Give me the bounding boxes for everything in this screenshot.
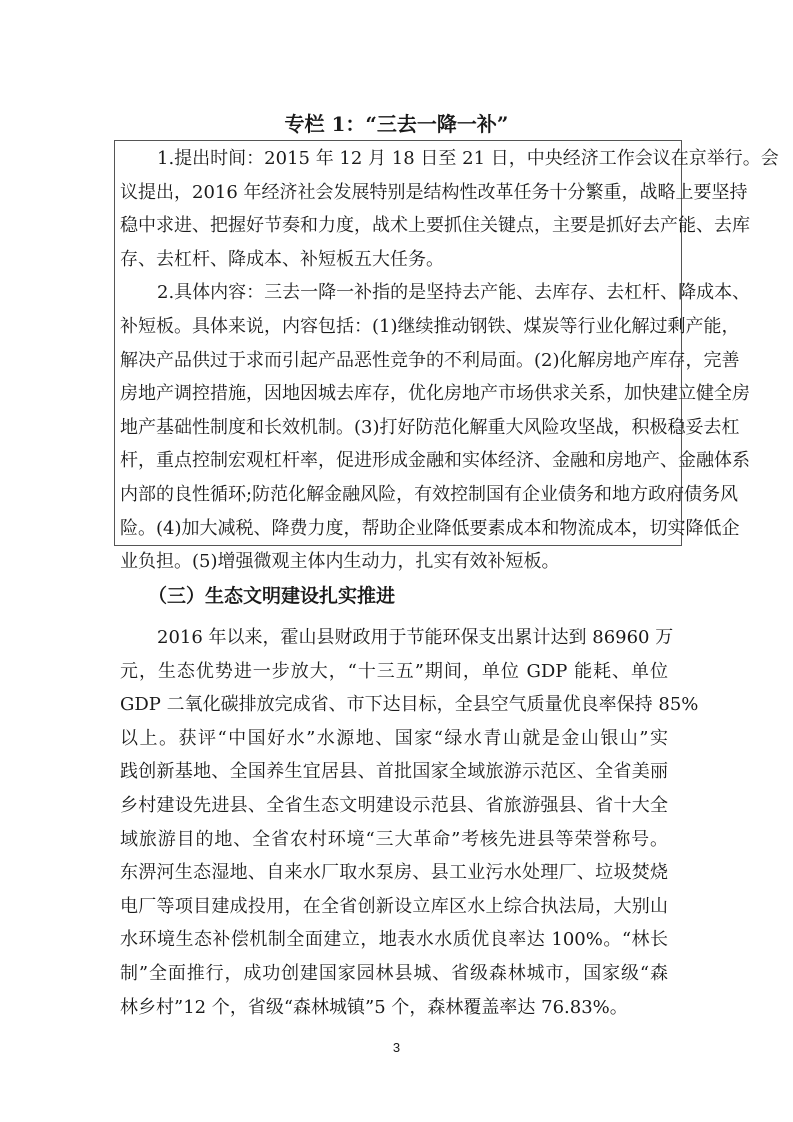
text-line: 业负担。(5)增强微观主体内生动力，扎实有效补短板。 — [120, 551, 560, 573]
text-line: 2.具体内容：三去一降一补指的是坚持去产能、去库存、去杠杆、降成本、 — [157, 282, 751, 304]
text-line: GDP 二氧化碳排放完成省、市下达目标，全县空气质量优良率保持 85% — [120, 694, 699, 716]
text-line: 内部的良性循环;防范化解金融风险，有效控制国有企业债务和地方政府债务风 — [120, 483, 739, 505]
text-line: 践创新基地、全国养生宜居县、首批国家全域旅游示范区、全省美丽 — [120, 761, 668, 783]
box-title: 专栏 1：“三去一降一补” — [284, 112, 509, 136]
text-line: 险。(4)加大减税、降费力度，帮助企业降低要素成本和物流成本，切实降低企 — [120, 517, 740, 539]
text-line: 东淠河生态湿地、自来水厂取水泵房、县工业污水处理厂、垃圾焚烧 — [120, 862, 668, 884]
text-line: 以上。获评“中国好水”水源地、国家“绿水青山就是金山银山”实 — [120, 727, 668, 749]
text-line: 解决产品供过于求而引起产品恶性竞争的不利局面。(2)化解房地产库存，完善 — [120, 349, 740, 371]
text-line: 1.提出时间：2015 年 12 月 18 日至 21 日，中央经济工作会议在京举行。会 — [157, 148, 779, 169]
text-line: 域旅游目的地、全省农村环境“三大革命”考核先进县等荣誉称号。 — [120, 828, 668, 850]
text-line: 制”全面推行，成功创建国家园林县城、省级森林城市，国家级“森 — [120, 962, 668, 984]
section-body — [120, 621, 699, 1024]
text-line: 补短板。具体来说，内容包括：(1)继续推动钢铁、煤炭等行业化解过剩产能， — [120, 315, 740, 337]
text-line: 元，生态优势进一步放大，“十三五”期间，单位 GDP 能耗、单位 — [120, 660, 668, 682]
text-line: 电厂等项目建成投用，在全省创新设立库区水上综合执法局，大别山 — [120, 895, 668, 917]
text-line: 议提出，2016 年经济社会发展特别是结构性改革任务十分繁重，战略上要坚持 — [120, 181, 748, 203]
text-line: 稳中求进、把握好节奏和力度，战术上要抓住关键点，主要是抓好去产能、去库 — [120, 215, 750, 237]
text-line: 杆，重点控制宏观杠杆率，促进形成金融和实体经济、金融和房地产、金融体系 — [120, 450, 750, 472]
text-line: 水环境生态补偿机制全面建立，地表水水质优良率达 100%。“林长 — [120, 929, 668, 951]
text-line: 林乡村”12 个，省级“森林城镇”5 个，森林覆盖率达 76.83%。 — [120, 996, 628, 1018]
text-line: 房地产调控措施，因地因城去库存，优化房地产市场供求关系，加快建立健全房 — [120, 383, 750, 405]
sidebar-box-text — [120, 142, 779, 579]
text-line: 2016 年以来，霍山县财政用于节能环保支出累计达到 86960 万 — [157, 627, 674, 648]
text-line: 乡村建设先进县、全省生态文明建设示范县、省旅游强县、省十大全 — [120, 794, 668, 816]
text-line: 存、去杠杆、降成本、补短板五大任务。 — [120, 248, 444, 270]
section-heading: （三）生态文明建设扎实推进 — [148, 585, 396, 607]
text-line: 地产基础性制度和长效机制。(3)打好防范化解重大风险攻坚战，积极稳妥去杠 — [120, 416, 740, 438]
page-number: 3 — [392, 1040, 401, 1055]
